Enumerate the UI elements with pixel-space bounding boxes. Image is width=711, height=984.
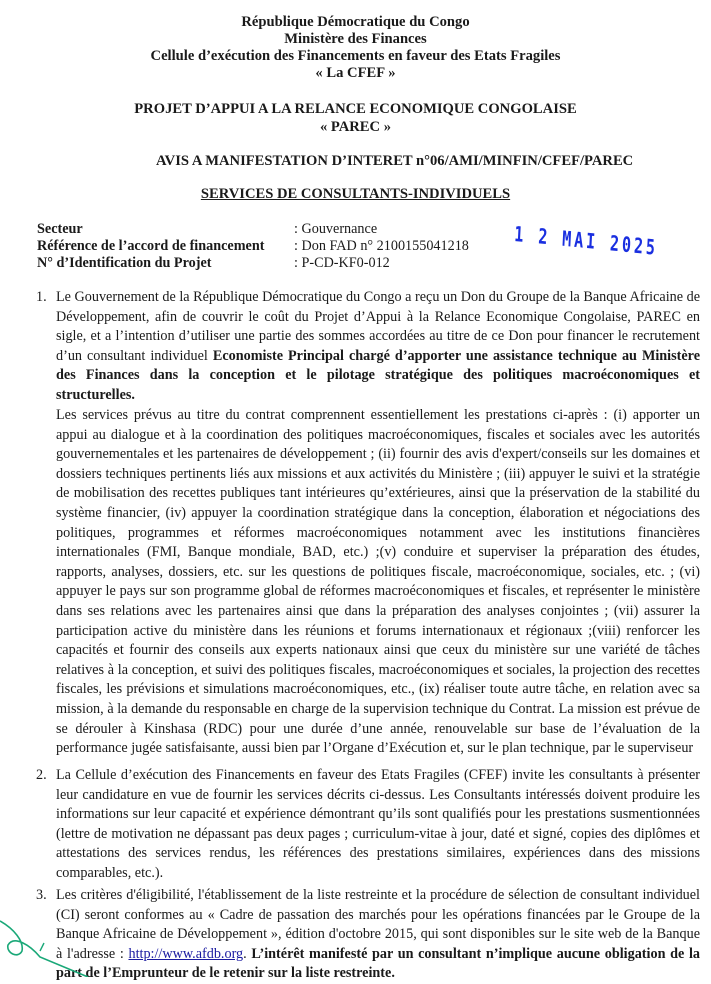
paragraph-text: Les critères d'éligibilité, l'établissement de la liste restreinte et la procédure de sélection de consultant individuel (CI) seront conformes au « Cadre de passation des marchés pour les opérations financées par le Groupe de la Banque Africaine de Développement », édition d'octobre 2015, qui sont disponibles sur le site web de la Banque à l'adresse : — [56, 887, 700, 962]
info-label: N° d’Identification du Projet — [37, 255, 212, 271]
info-label: Référence de l’accord de financement — [37, 238, 265, 254]
date-stamp: 1 2 MAI 2025 — [513, 222, 659, 260]
header-line-ministry: Ministère des Finances — [284, 31, 427, 47]
paragraph-text: . — [243, 945, 252, 962]
project-acronym: « PAREC » — [319, 119, 392, 135]
project-title: PROJET D’APPUI A LA RELANCE ECONOMIQUE CONGOLAISE — [134, 101, 577, 117]
afdb-link[interactable]: http://www.afdb.org — [128, 945, 244, 962]
header-line-cell: Cellule d’exécution des Financements en faveur des Etats Fragiles — [150, 48, 561, 64]
notice-title: AVIS A MANIFESTATION D’INTERET n°06/AMI/MINFIN/CFEF/PAREC — [156, 153, 634, 169]
paragraph-bold-text: Economiste Principal chargé d’apporter une assistance technique au Ministère des Finances dans la conception et le pilotage stratégique des politiques macroéconomiques et structurelles. — [56, 347, 700, 403]
project-title-block — [0, 100, 711, 136]
info-value: : P-CD-KF0-012 — [294, 255, 390, 271]
header-line-cfef: « La CFEF » — [315, 65, 396, 81]
paragraph-text: Le Gouvernement de la République Démocratique du Congo a reçu un Don du Groupe de la Banque Africaine de Développement, afin de couvrir le coût du Projet d’Appui à la Relance Economique Congolaise, PAREC en sigle, et a l’intention d’utiliser une partie des sommes accordées au titre de ce Don pour financer le recrutement d’un consultant individuel — [56, 289, 700, 364]
paragraph-number: 1. — [36, 289, 47, 305]
paragraph-2 — [36, 766, 700, 884]
info-row-project-id — [37, 255, 469, 272]
document-header — [0, 14, 711, 82]
paragraph-3 — [36, 886, 700, 984]
info-value: : Gouvernance — [294, 221, 378, 237]
info-row-sector — [37, 221, 469, 238]
paragraph-number: 2. — [36, 767, 47, 783]
handwritten-mark — [0, 915, 90, 977]
paragraph-text: Les services prévus au titre du contrat comprennent essentiellement les prestations ci-après : (i) apporter un appui au dialogue et à la coordination des politiques macroéconomiques, fiscales et sociales avec les autorités gouvernementales et les partenaires de développement ; (ii) fournir des avis d'expert/conseils sur les domaines et dossiers techniques pertinents liés aux missions et aux activités du Ministère ; (iii) appuyer le suivi et la stratégie de mobilisation des recettes publiques tant intérieures qu’extérieures, ainsi que la préservation de la stabilité du système financier, (iv) appuyer la coordination stratégique dans la conception, élaboration et négociations des politiques, programmes et réformes macroéconomiques notamment avec les institutions financières internationales (FMI, Banque mondiale, BAD, etc.) ;(v) conduire et superviser la préparation des études, rapports, analyses, dossiers, etc. sur les questions de politiques fiscale, macroéconomique, sociales, etc. ; (vi) appuyer le pays sur son programme global de réformes macroéconomiques et fiscales, et représenter le ministère dans ses relations avec les partenaires ainsi que dans la préparation des analyses conjointes ; (vii) assurer la participation active du ministère dans les réunions et forums internationaux et régionaux ;(viii) renforcer les capacités et fournir des conseils aux experts nationaux ainsi que ceux du ministère sur une variété de tâches relatives à la conception, et suivi des politiques fiscales, macroéconomiques et sociales, la projection des recettes fiscales, les prévisions et simulations macroéconomiques, etc., (ix) réaliser toute autre tâche, en relation avec sa mission, à la demande du responsable en charge de la supervision technique du Contrat. La mission est prévue de se dérouler à Kinshasa (RDC) pour une durée d’une année, renouvelable sur base de l’évaluation de la performance jugée satisfaisante, aussi bien par l’Organe d’Exécution et, sur le plan technique, par le superviseur — [56, 407, 700, 757]
info-label: Secteur — [37, 221, 83, 237]
project-info — [37, 221, 469, 272]
services-heading: SERVICES DE CONSULTANTS-INDIVIDUELS — [200, 186, 511, 202]
header-line-country: République Démocratique du Congo — [241, 14, 470, 30]
info-value: : Don FAD n° 2100155041218 — [294, 238, 469, 254]
paragraph-text: La Cellule d’exécution des Financements en faveur des Etats Fragiles (CFEF) invite les consultants à présenter leur candidature en vue de fournir les services décrits ci-dessus. Les Consultants intéressés doivent produire les informations sur leur capacité et expérience démontrant qu’ils sont qualifiés pour les prestations susmentionnées (lettre de motivation ne dépassant pas deux pages ; curriculum-vitae à jour, daté et signé, copies des diplômes et attestations des services rendus, les références des prestations similaires, expériences dans des missions comparables, etc.). — [56, 767, 700, 881]
paragraph-number: 3. — [36, 887, 47, 903]
paragraph-1 — [36, 288, 700, 406]
paragraph-bold-text: L’intérêt manifesté par un consultant n’implique aucune obligation de la part de l’Emprunteur de le retenir sur la liste restreinte. — [56, 945, 700, 982]
paragraph-services — [56, 406, 700, 759]
info-row-financing — [37, 238, 469, 255]
